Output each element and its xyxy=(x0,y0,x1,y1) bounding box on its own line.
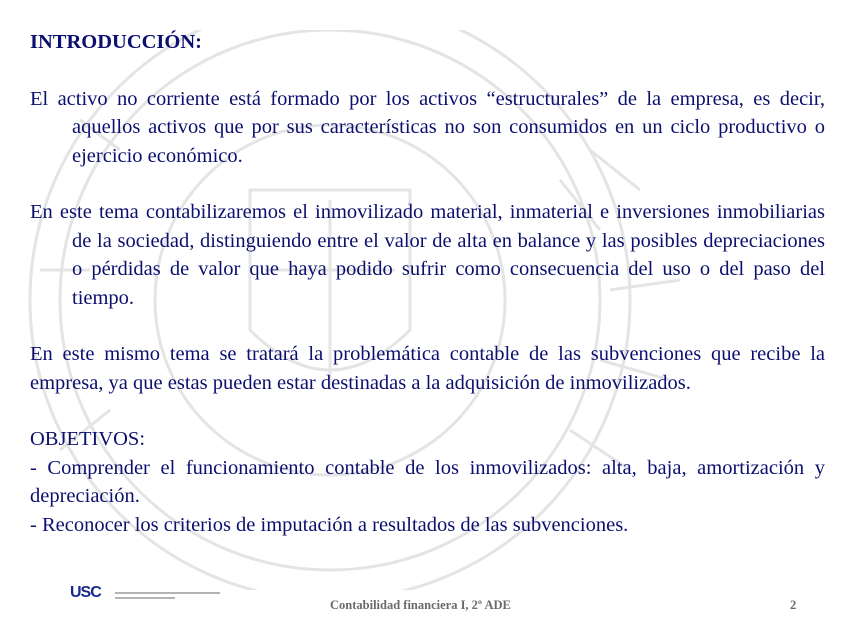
objective-item: - Comprender el funcionamiento contable de los inmovilizados: alta, baja, amortización y depreciación. xyxy=(30,456,825,507)
paragraph-tema: En este tema contabilizaremos el inmovilizado material, inmaterial e inversiones inmobiliarias de la sociedad, distinguiendo entre el valor de alta en balance y las posibles depreciaciones o pérdidas de valor que haya podido sufrir como consecuencia del uso o del paso del tiempo. xyxy=(30,201,825,309)
paragraph-subvenciones: En este mismo tema se tratará la problemática contable de las subvenciones que recibe la empresa, ya que estas pueden estar destinadas a la adquisición de inmovilizados. xyxy=(30,343,825,394)
page-number: 2 xyxy=(790,598,797,612)
slide-footer xyxy=(0,580,848,620)
logo-caption-icon xyxy=(115,590,220,604)
usc-logo: USC xyxy=(70,584,101,601)
slide-heading: INTRODUCCIÓN: xyxy=(30,31,202,53)
footer-course-title: Contabilidad financiera I, 2º ADE xyxy=(330,598,511,612)
objectives-title: OBJETIVOS: xyxy=(30,428,146,450)
objective-item: - Reconocer los criterios de imputación a resultados de las subvenciones. xyxy=(30,513,629,536)
paragraph-activo: El activo no corriente está formado por los activos “estructurales” de la empresa, es decir, aquellos activos que por sus características no son consumidos en un ciclo productivo o ejercicio económico. xyxy=(30,87,825,167)
slide-content xyxy=(30,28,825,539)
objectives-section xyxy=(30,425,825,539)
